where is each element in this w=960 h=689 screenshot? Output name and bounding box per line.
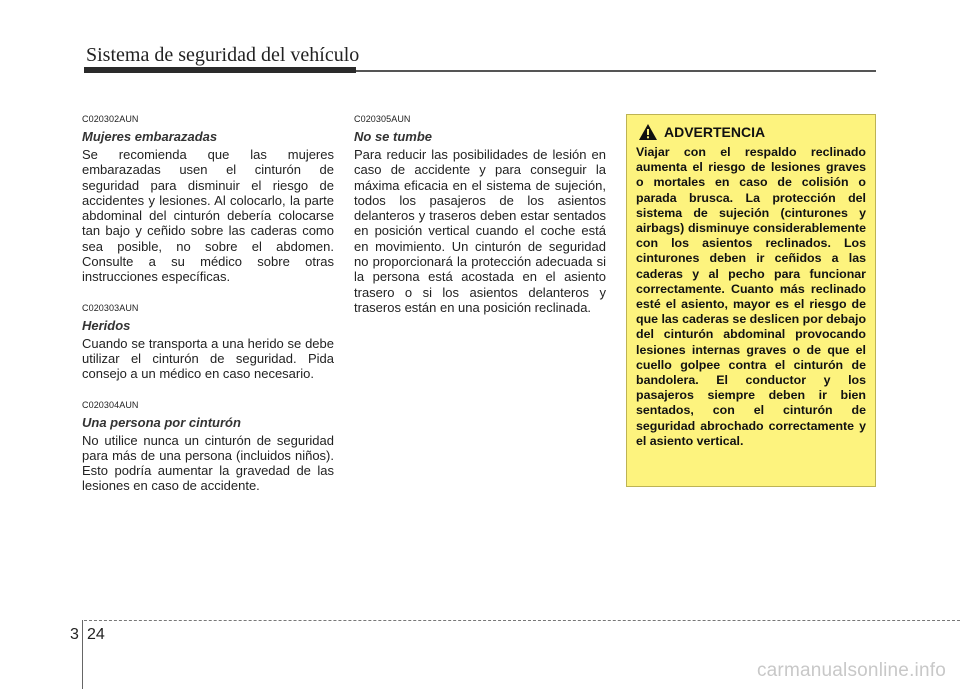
section-pregnant-women bbox=[82, 114, 334, 285]
footer-rule bbox=[84, 620, 960, 621]
section-one-person-per-belt bbox=[82, 400, 334, 494]
footer-divider bbox=[82, 620, 83, 689]
section-code: C020305AUN bbox=[354, 114, 411, 124]
section-body: Para reducir las posibilidades de lesión en caso de accidente y para conseguir la máxima eficacia en el sistema de sujeción, todos los pasajeros de los asientos delanteros y traseros deben estar sentados en posición vertical cuando el coche está en movimiento. Un cinturón de seguridad no proporcionará la protección adecuada si la persona está acostada en el asiento trasero o si los asientos delanteros y traseros están en una posición reclinada. bbox=[354, 147, 606, 315]
watermark: carmanualsonline.info bbox=[756, 660, 946, 681]
section-code: C020302AUN bbox=[82, 114, 139, 124]
page-number: 24 bbox=[87, 626, 105, 643]
section-code: C020303AUN bbox=[82, 302, 139, 313]
section-do-not-lie-down bbox=[354, 114, 606, 315]
section-injured bbox=[82, 303, 334, 382]
section-code: C020304AUN bbox=[82, 399, 139, 410]
warning-box bbox=[626, 114, 876, 487]
section-heading: No se tumbe bbox=[354, 129, 433, 144]
section-heading: Mujeres embarazadas bbox=[82, 129, 218, 144]
chapter-number: 3 bbox=[70, 626, 79, 643]
section-body: Cuando se transporta a una herido se debe utilizar el cinturón de seguridad. Pida consejo a un médico en caso necesario. bbox=[82, 335, 334, 382]
warning-title: ADVERTENCIA bbox=[664, 124, 766, 140]
page-title: Sistema de seguridad del vehículo bbox=[86, 44, 360, 66]
section-heading: Una persona por cinturón bbox=[82, 414, 241, 430]
header-rule-thick bbox=[84, 67, 356, 73]
middle-column bbox=[354, 114, 606, 333]
warning-header bbox=[638, 123, 866, 141]
section-body: Se recomienda que las mujeres embarazadas usen el cinturón de seguridad para disminuir el riesgo de accidentes y lesiones. Al colocarlo, la parte abdominal del cinturón debería colocarse tan bajo y ceñido sobre las caderas como sea posible, no sobre el abdomen. Consulte a su médico sobre otras instrucciones específicas. bbox=[82, 147, 334, 285]
left-column bbox=[82, 114, 334, 512]
section-body: No utilice nunca un cinturón de seguridad para más de una persona (incluidos niños). Esto podría aumentar la gravedad de las lesiones en caso de accidente. bbox=[82, 432, 334, 494]
warning-body: Viajar con el respaldo reclinado aumenta el riesgo de lesiones graves o mortales en caso de colisión o parada brusca. La protección del sistema de sujeción (cinturones y airbags) disminuye considerablemente con los asientos reclinados. Los cinturones deben ir ceñidos a las caderas y al pecho para funcionar correctamente. Cuanto más reclinado esté el asiento, mayor es el riesgo de que las caderas se deslicen por debajo del cinturón abdominal provocando lesiones internas graves o de que el cuello golpee contra el cinturón de bandolera. El conductor y los pasajeros siempre deben ir bien sentados, con el cinturón de seguridad abrochado correctamente y el asiento vertical. bbox=[636, 145, 867, 448]
section-heading: Heridos bbox=[82, 317, 131, 333]
warning-triangle-icon bbox=[638, 123, 658, 141]
header-rule-thin bbox=[356, 70, 876, 72]
